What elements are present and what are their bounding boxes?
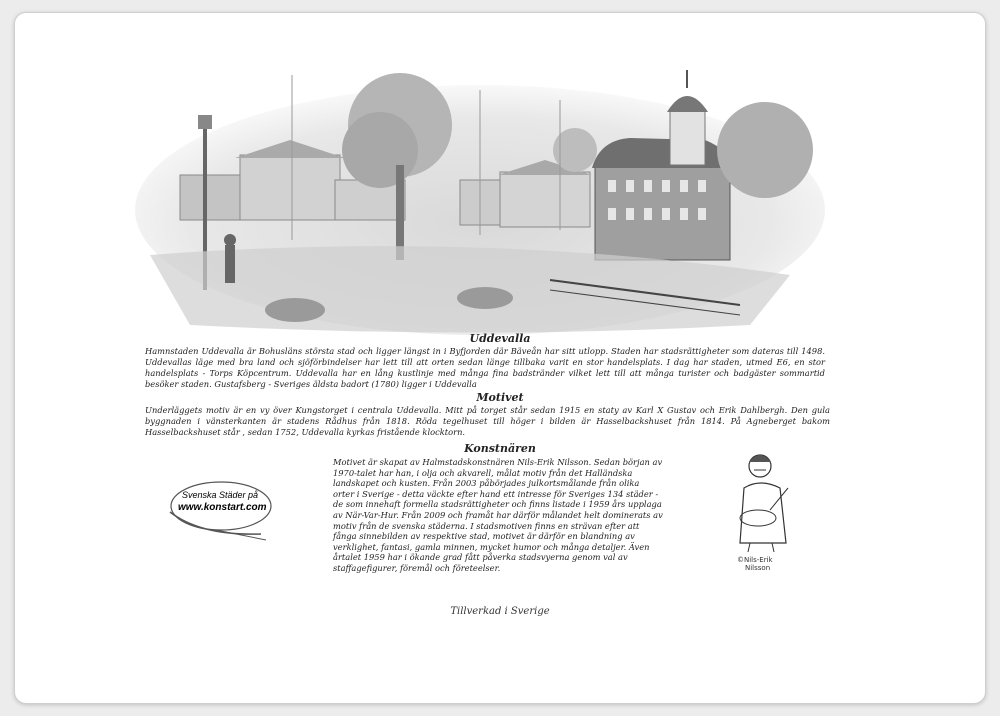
logo-url[interactable]: www.konstart.com: [178, 502, 267, 513]
made-in-sweden: Tillverkad i Sverige: [450, 606, 550, 617]
artist-heading: Konstnären: [464, 442, 536, 455]
signature-line2: Nilsson: [745, 564, 771, 572]
signature-line1: ©Nils-Erik: [737, 556, 773, 564]
artist-text: Motivet är skapat av Halmstadskonstnären Nils-Erik Nilsson. Sedan början av 1970-talet har han, i olja och akvarell, målat motiv från det Halländska landskapet och kusten. Från 2003 påbörjades julkortsmålande från olika orter i Sverige - detta väckte efter hand ett intresse för Sveriges 134 städer - de som innehaft formella stadsrättigheter och finns listade i 1959 års upplaga av När-Var-Hur. Från 2009 och framåt har därför målandet helt dominerats av motiv från de svenska städerna. I stadsmotiven finns en strävan efter att fånga sinnebilden av respektive stad, motivet är därför en blandning av verklighet, fantasi, gamla minnen, mycket humor och många detaljer. Även årtalet 1959 har i ökande grad fått påverka stadsvyerna genom val av staffagefigurer, föremål och företeelser.: [333, 457, 663, 573]
intro-text: Hamnstaden Uddevalla är Bohusläns största stad och ligger längst in i Byfjorden där Bäveån har sitt utlopp. Staden har stadsrättigheter som dateras till 1498. Uddevallas läge med bra land och sjöförbindelser har lett till att orten sedan länge tillbaka varit en stor handelsplats. I dag har staden, utmed E6, en stor handelsplats - Torps Köpcentrum. Uddevalla har en lång kustlinje med många fina badstränder vilket lett till att många turister och badgäster sommartid besöker staden. Gustafsberg - Sveriges äldsta badort (1780) ligger i Uddevalla: [145, 346, 825, 389]
motif-heading: Motivet: [476, 391, 524, 404]
motif-text: Underläggets motiv är en vy över Kungstorget i centrala Uddevalla. Mitt på torget står sedan 1915 en staty av Karl X Gustav och Erik Dahlbergh. Den gula byggnaden i vänsterkanten är stadens Rådhus från 1818. Röda tegelhuset till höger i bilden är Hasselbackshuset från 1814. På Agneberget bakom Hasselbackshuset står , sedan 1752, Uddevalla kyrkas fristående klocktorn.: [145, 405, 830, 437]
town-square-illustration: [130, 40, 830, 340]
artist-signature: [737, 556, 773, 572]
konstart-logo[interactable]: [166, 478, 276, 543]
logo-line1: Svenska Städer på: [182, 490, 259, 500]
title-heading: Uddevalla: [469, 332, 531, 345]
